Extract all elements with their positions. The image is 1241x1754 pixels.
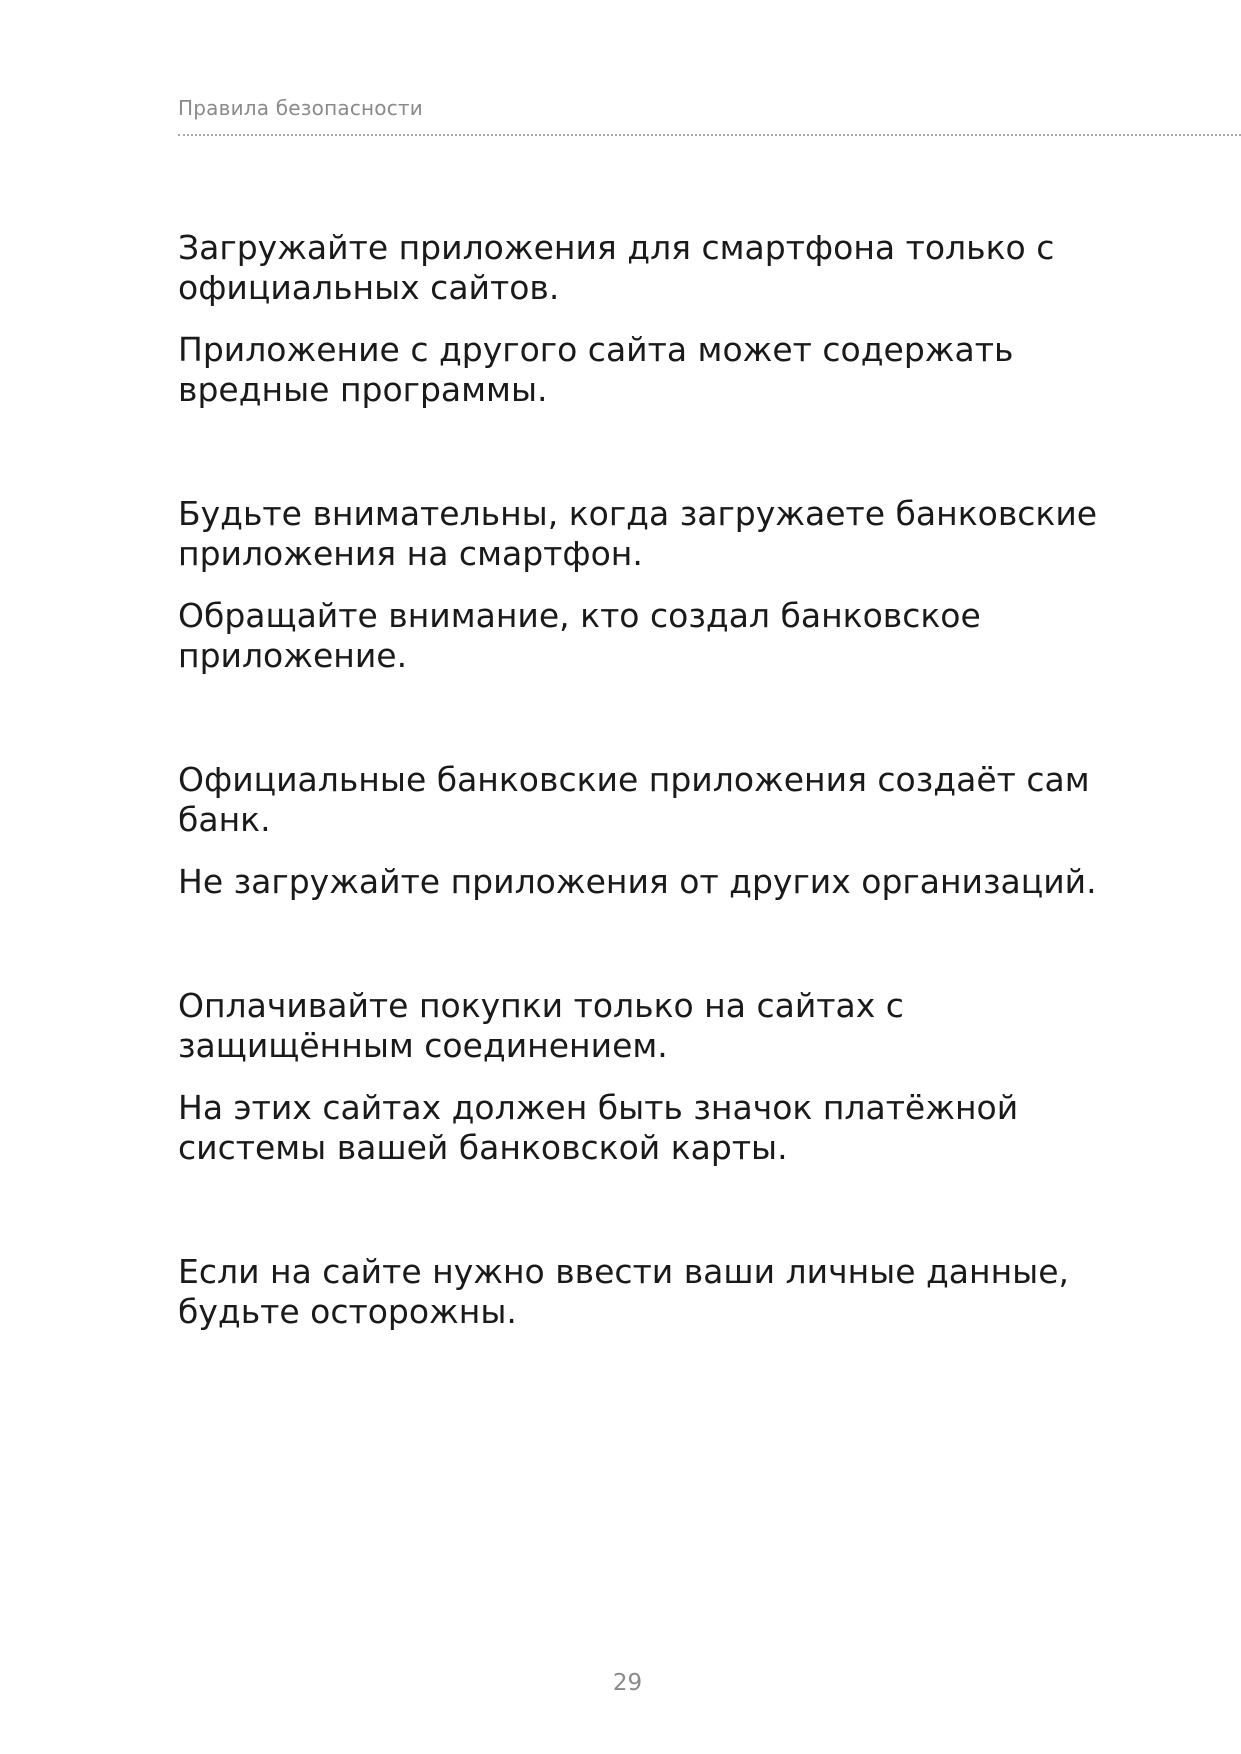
rule-paragraph: Официальные банковские приложения создаёт сам банк. (178, 760, 1090, 839)
rule-explanation: Обращайте внимание, кто создал банковское приложение. (178, 596, 981, 675)
safety-rule-section (178, 494, 1118, 676)
running-header: Правила безопасности (178, 96, 423, 120)
safety-rule-section (178, 986, 1118, 1168)
safety-rule-section (178, 1252, 1118, 1332)
rule-paragraph: Загружайте приложения для смартфона только с официальных сайтов. (178, 228, 1055, 307)
rule-paragraph: Будьте внимательны, когда загружаете банковские приложения на смартфон. (178, 494, 1098, 573)
rule-explanation: Не загружайте приложения от других организаций. (178, 862, 1097, 901)
rule-explanation: Приложение с другого сайта может содержать вредные программы. (178, 330, 1014, 409)
header-divider (178, 134, 1241, 136)
rule-paragraph: Оплачивайте покупки только на сайтах с защищённым соединением. (178, 986, 904, 1065)
safety-rule-section (178, 228, 1118, 410)
rule-explanation: На этих сайтах должен быть значок платёжной системы вашей банковской карты. (178, 1088, 1019, 1167)
rule-paragraph: Если на сайте нужно ввести ваши личные данные, будьте осторожны. (178, 1252, 1070, 1331)
safety-rule-section (178, 760, 1118, 902)
page-content (178, 228, 1118, 1416)
page-number: 29 (612, 1670, 643, 1696)
